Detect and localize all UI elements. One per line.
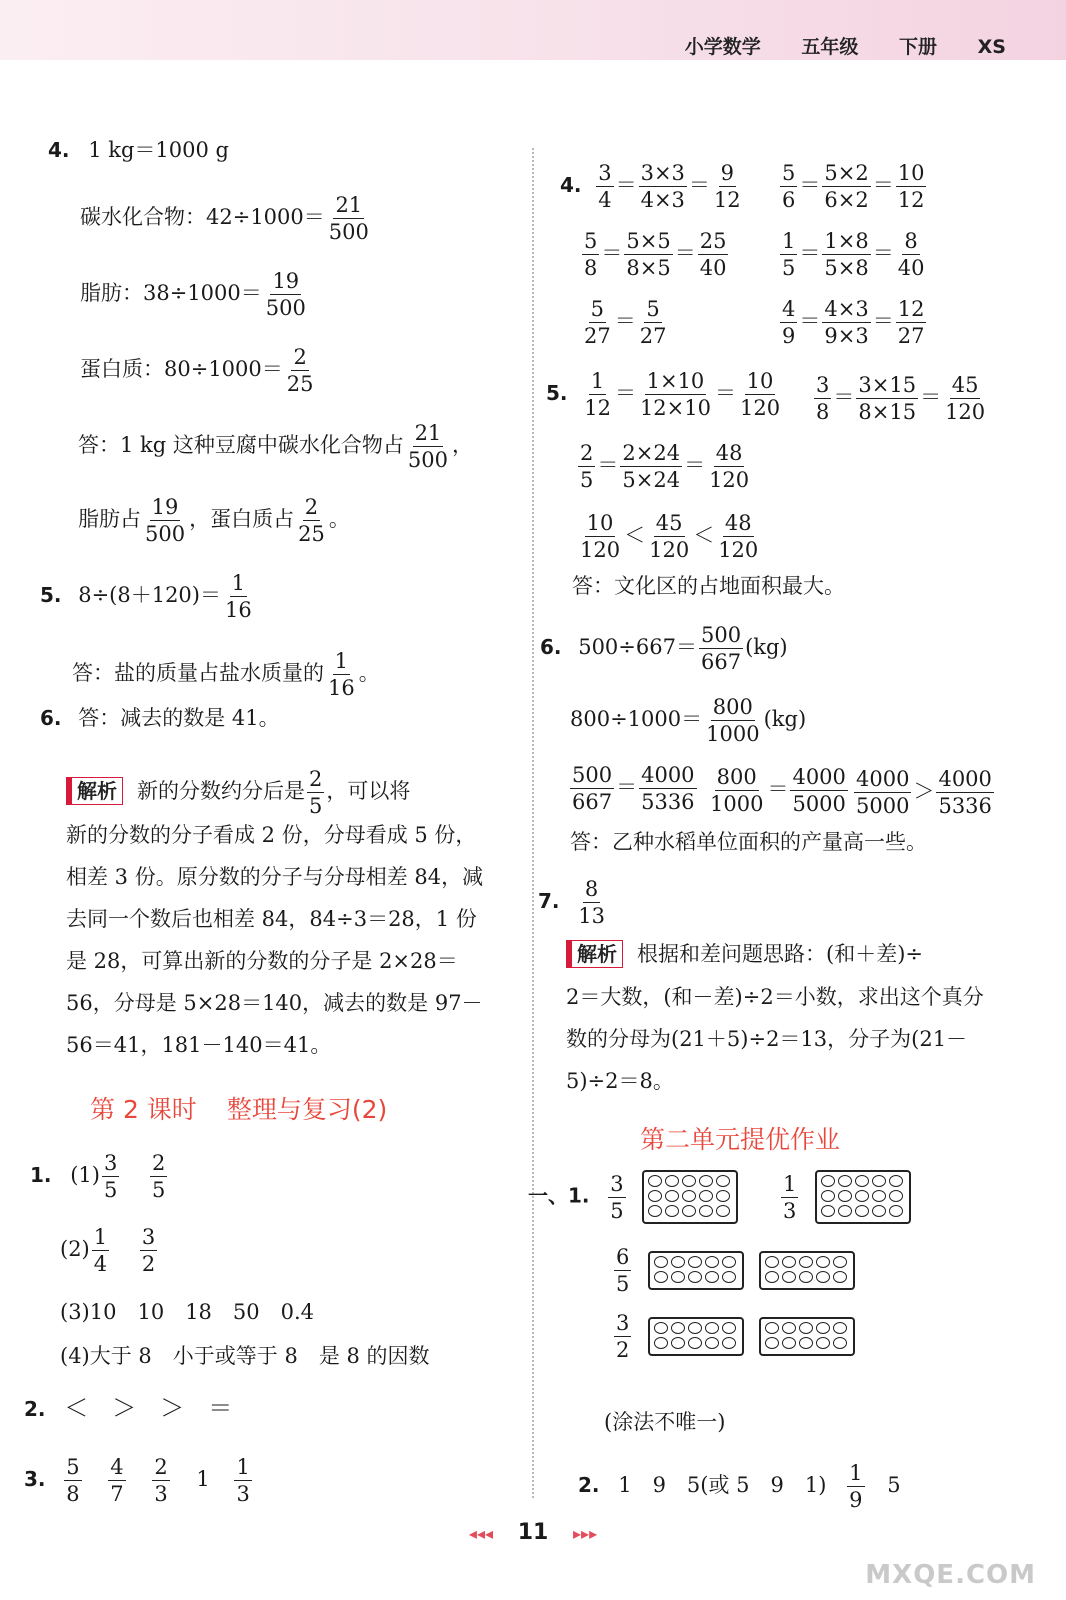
header-subject: 小学数学: [684, 36, 761, 58]
left-q4-carb: 碳水化合物：42÷1000＝ $\frac{21}{500}$: [80, 193, 369, 244]
section-title-lesson2: 第 2 课时 整理与复习(2): [90, 1095, 388, 1124]
fraction: $\frac{3}{5}$: [103, 1151, 118, 1202]
watermark: MXQE.COM: [865, 1560, 1036, 1590]
fraction: $\frac{21}{500}$: [407, 421, 448, 472]
fraction: $\frac{2}{5}$: [309, 767, 323, 818]
circle-grid: [759, 1317, 855, 1356]
right-q7: 7. $\frac{8}{13}$: [538, 877, 605, 928]
section-title-unit2: 第二单元提优作业: [640, 1125, 841, 1154]
header-text: [667, 32, 1006, 59]
left-s1-p4: (4)大于 8 小于或等于 8 是 8 的因数: [60, 1344, 430, 1368]
header-grade: 五年级: [801, 36, 859, 58]
left-analysis-first: 解析 新的分数约分后是 $\frac{2}{5}$ ，可以将: [66, 766, 410, 819]
left-s1-p1: 1. (1) $\frac{3}{5}$ $\frac{2}{5}$: [30, 1151, 166, 1202]
left-s3: 3. $\frac{5}{8}$ $\frac{4}{7}$ $\frac{2}{3}$ 1 $\frac{1}{3}$: [24, 1455, 250, 1506]
right-q5-a: 5. $\frac{1}{12}$ ＝ $\frac{1\times 10}{12\times 10}$ ＝ $\frac{10}{120}$: [546, 369, 781, 420]
page-footer: [0, 1520, 1066, 1545]
left-q6-answer: 6. 答：减去的数是 41。: [40, 706, 280, 730]
page-header: [0, 0, 1066, 60]
right-q6-line2: 800÷1000＝ $\frac{800}{1000}$ (kg): [570, 695, 807, 746]
fraction: $\frac{1}{4}$: [93, 1225, 108, 1276]
right-q4-row3: $\frac{5}{27}$ ＝ $\frac{5}{27}$: [584, 297, 667, 348]
fraction: $\frac{2}{5}$: [152, 1151, 166, 1202]
right-q4-row1b: $\frac{5}{6}$ ＝ $\frac{5\times 2}{6\times 2}$ ＝ $\frac{10}{12}$: [782, 161, 925, 212]
right-q5-b: $\frac{3}{8}$ ＝ $\frac{3\times 15}{8\times 15}$ ＝ $\frac{45}{120}$: [816, 373, 986, 424]
left-q4-line1: 4. 1 kg＝1000 g: [48, 138, 229, 162]
left-q4-fat: 脂肪：38÷1000＝ $\frac{19}{500}$: [80, 269, 306, 320]
header-volume: 下册: [899, 36, 938, 58]
right-q4-row1: 4. $\frac{3}{4}$ ＝ $\frac{3\times 3}{4\times 3}$ ＝ $\frac{9}{12}$: [560, 161, 741, 212]
fraction: $\frac{2}{25}$: [298, 495, 325, 546]
fraction: $\frac{5}{8}$: [66, 1455, 80, 1506]
circle-grid: [648, 1251, 744, 1290]
right-q4-row3b: $\frac{4}{9}$ ＝ $\frac{4\times 3}{9\times 3}$ ＝ $\frac{12}{27}$: [782, 297, 925, 348]
fraction: $\frac{19}{500}$: [145, 495, 186, 546]
right-unit-q1-row1: 一、1. $\frac{3}{5}$ $\frac{1}{3}$: [528, 1170, 911, 1224]
right-unit-note: (涂法不唯一): [604, 1410, 726, 1434]
fraction: $\frac{21}{500}$: [328, 193, 369, 244]
analysis-tag: 解析: [66, 777, 123, 805]
circle-grid: [642, 1170, 738, 1224]
left-analysis-body: 新的分数的分子看成 2 份，分母看成 5 份，相差 3 份。原分数的分子与分母相差 84，减去同一个数后也相差 84，84÷3＝28，1 份是 28，可算出新的分数的分子是 2×28＝56，分母是 5×28＝140，减去的数是 97－56＝41，181－140＝41。: [66, 823, 484, 1057]
analysis-tag: 解析: [566, 940, 623, 968]
right-q5-compare: $\frac{10}{120}$ ＜ $\frac{45}{120}$ ＜ $\frac{48}{120}$: [580, 511, 759, 562]
circle-grid: [815, 1170, 911, 1224]
right-q6-eq1: $\frac{500}{667}$ ＝ $\frac{4000}{5336}$: [572, 763, 695, 814]
left-s2: 2. ＜ ＞ ＞ ＝: [24, 1394, 233, 1422]
right-q7-analysis-body: 2＝大数，(和－差)÷2＝小数，求出这个真分数的分母为(21＋5)÷2＝13，分子为(21－5)÷2＝8。: [566, 985, 984, 1093]
left-s1-p2: (2) $\frac{1}{4}$ $\frac{3}{2}$: [60, 1225, 156, 1276]
right-q6-eq3: $\frac{4000}{5000}$ ＞ $\frac{4000}{5336}$: [856, 767, 992, 818]
right-q5-answer: 答：文化区的占地面积最大。: [572, 574, 845, 598]
page-number: 11: [517, 1520, 549, 1545]
fraction: $\frac{1}{3}$: [236, 1455, 250, 1506]
right-q4-row2: $\frac{5}{8}$ ＝ $\frac{5\times 5}{8\times 5}$ ＝ $\frac{25}{40}$: [584, 229, 727, 280]
column-divider: [532, 148, 534, 1498]
right-q6-eq2: $\frac{800}{1000}$ ＝ $\frac{4000}{5000}$: [710, 765, 846, 816]
right-unit-q1-row3: $\frac{3}{2}$: [612, 1310, 855, 1363]
left-q4-protein: 蛋白质：80÷1000＝ $\frac{2}{25}$: [80, 345, 314, 396]
header-edition: XS: [977, 36, 1006, 58]
circle-grid: [648, 1317, 744, 1356]
fraction: $\frac{19}{500}$: [265, 269, 306, 320]
fraction: $\frac{2}{3}$: [154, 1455, 168, 1506]
fraction: $\frac{3}{2}$: [141, 1225, 156, 1276]
right-q6-answer: 答：乙种水稻单位面积的产量高一些。: [570, 830, 927, 854]
next-arrows-icon: ▸▸▸: [573, 1524, 598, 1543]
right-q5-c: $\frac{2}{5}$ ＝ $\frac{2\times 24}{5\times 24}$ ＝ $\frac{48}{120}$: [580, 441, 750, 492]
fraction: $\frac{4}{7}$: [110, 1455, 124, 1506]
left-q4-answer2: 脂肪占 $\frac{19}{500}$ ，蛋白质占 $\frac{2}{25}$ 。: [78, 495, 350, 546]
left-q5-expr: 5. 8÷(8＋120)＝ $\frac{1}{16}$: [40, 571, 252, 622]
right-q6-line1: 6. 500÷667＝ $\frac{500}{667}$ (kg): [540, 623, 788, 674]
right-unit-q1-row2: $\frac{6}{5}$: [612, 1244, 855, 1297]
prev-arrows-icon: ◂◂◂: [468, 1524, 493, 1543]
left-q4-answer1: 答：1 kg 这种豆腐中碳水化合物占 $\frac{21}{500}$ ，: [78, 421, 473, 472]
right-q4-row2b: $\frac{1}{5}$ ＝ $\frac{1\times 8}{5\times 8}$ ＝ $\frac{8}{40}$: [782, 229, 925, 280]
right-q7-analysis-first: 解析 根据和差问题思路：(和＋差)÷: [566, 940, 923, 968]
left-q5-answer: 答：盐的质量占盐水质量的 $\frac{1}{16}$ 。: [72, 649, 380, 700]
fraction: $\frac{1}{16}$: [225, 571, 252, 622]
right-unit-q2: 2. 1 9 5(或 5 9 1) $\frac{1}{9}$ 5: [578, 1461, 901, 1512]
fraction: $\frac{1}{16}$: [328, 649, 355, 700]
circle-grid: [759, 1251, 855, 1290]
fraction: $\frac{2}{25}$: [286, 345, 314, 396]
left-s1-p3: (3)10 10 18 50 0.4: [60, 1300, 315, 1324]
